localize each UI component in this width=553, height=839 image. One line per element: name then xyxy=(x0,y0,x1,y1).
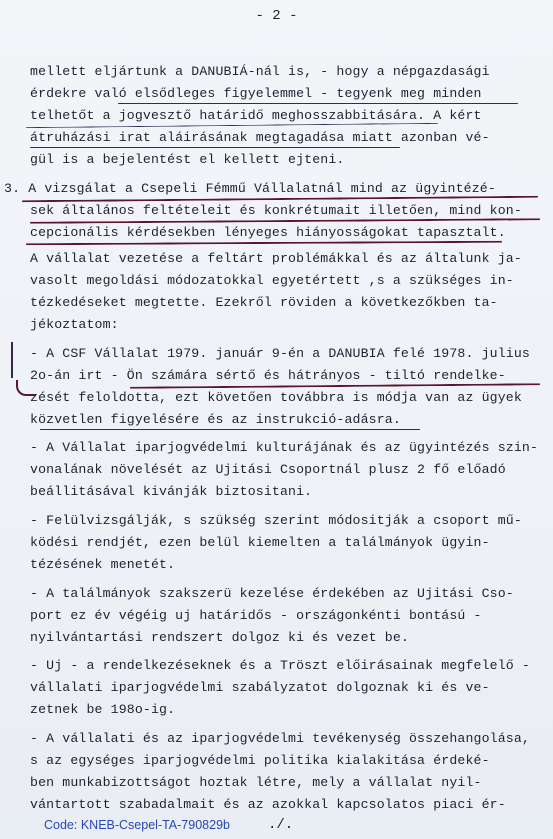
text-line: 3. A vizsgálat a Csepeli Fémmű Vállalatnál mind az ügyintézé- xyxy=(4,181,496,196)
continuation-mark: ./. xyxy=(268,817,294,833)
text-line: - Uj - a rendelkezéseknek és a Tröszt előirásainak megfelelő - xyxy=(30,658,530,673)
text-line: A vállalat vezetése a feltárt problémákkal és az általunk ja- xyxy=(30,251,522,266)
text-line: tézésének menetét. xyxy=(30,557,176,572)
text-line: beállitásával kivánják biztositani. xyxy=(30,484,313,499)
handwritten-underline xyxy=(118,103,518,104)
text-line: mellett eljártunk a DANUBIÁ-nál is, - hogy a népgazdasági xyxy=(30,64,490,79)
text-line: vonalának növelését az Ujitási Csoportnál plusz 2 fő előadó xyxy=(30,462,506,477)
text-line: port ez év végéig uj határidős - országonkénti bontású - xyxy=(30,608,482,623)
text-line: közvetlen figyelésére és az instrukció-adásra. xyxy=(30,412,401,427)
handwritten-underline xyxy=(30,218,540,224)
handwritten-underline xyxy=(40,429,420,430)
text-line: vasolt megoldási módozatokkal egyetértett ,s a szükséges in- xyxy=(30,273,514,288)
text-line: jékoztatom: xyxy=(30,317,119,332)
archive-code: Code: KNEB-Csepel-TA-790829b xyxy=(44,818,230,832)
text-line: vállalati iparjogvédelmi szabályzatot dolgoznak ki és ve- xyxy=(30,680,490,695)
text-line: - A Vállalat iparjogvédelmi kulturájának és az ügyintézés szin- xyxy=(30,440,539,455)
text-line: gül is a bejelentést el kellett ejteni. xyxy=(30,152,345,167)
handwritten-underline xyxy=(30,147,400,148)
text-line: 2o-án irt - Ön számára sértő és hátrányos - tiltó rendelke- xyxy=(30,368,506,383)
text-line: ködési rendjét, ezen belül kiemelten a találmányok ügyin- xyxy=(30,535,490,550)
margin-curl-mark xyxy=(16,380,36,396)
text-line: sek általános feltételeit és konkrétumait illetően, mind kon- xyxy=(30,203,522,218)
text-line: zetnek be 198o-ig. xyxy=(30,702,176,717)
text-line: vántartott szabadalmait és az azokkal kapcsolatos piaci ér- xyxy=(30,797,506,812)
text-line: - A CSF Vállalat 1979. január 9-én a DANUBIA felé 1978. julius xyxy=(30,346,530,361)
margin-bracket xyxy=(11,342,13,378)
text-line: - Felülvizsgálják, s szükség szerint módositják a csoport mű- xyxy=(30,513,522,528)
text-line: - A találmányok szakszerü kezelése érdekében az Ujitási Cso- xyxy=(30,586,514,601)
text-line: átruházási irat aláirásának megtagadása miatt azonban vé- xyxy=(30,130,490,145)
text-line: telhetőt a jogvesztő határidő meghosszabbitására. A kért xyxy=(30,108,482,123)
handwritten-underline xyxy=(130,383,540,389)
text-line: - A vállalati és az iparjogvédelmi tevékenység összehangolása, xyxy=(30,731,530,746)
text-line: érdekre való elsődleges figyelemmel - tegyenk meg minden xyxy=(30,86,482,101)
text-line: ben munkabizottságot hoztak létre, mely a vállalat nyil- xyxy=(30,775,482,790)
text-line: tézkedéseket megtette. Ezekről röviden a következőkben ta- xyxy=(30,295,498,310)
text-line: zését feloldotta, ezt követően továbbra is módja van az ügyek xyxy=(30,390,522,405)
page-number: - 2 - xyxy=(255,8,298,24)
text-line: s az egységes iparjogvédelmi politika kialakitása érdeké- xyxy=(30,753,490,768)
text-line: nyilvántartási rendszert dolgoz ki és vezet be. xyxy=(30,630,409,645)
handwritten-underline xyxy=(26,241,502,245)
text-line: cepcionális kérdésekben lényeges hiányosságokat tapasztalt. xyxy=(30,225,506,240)
